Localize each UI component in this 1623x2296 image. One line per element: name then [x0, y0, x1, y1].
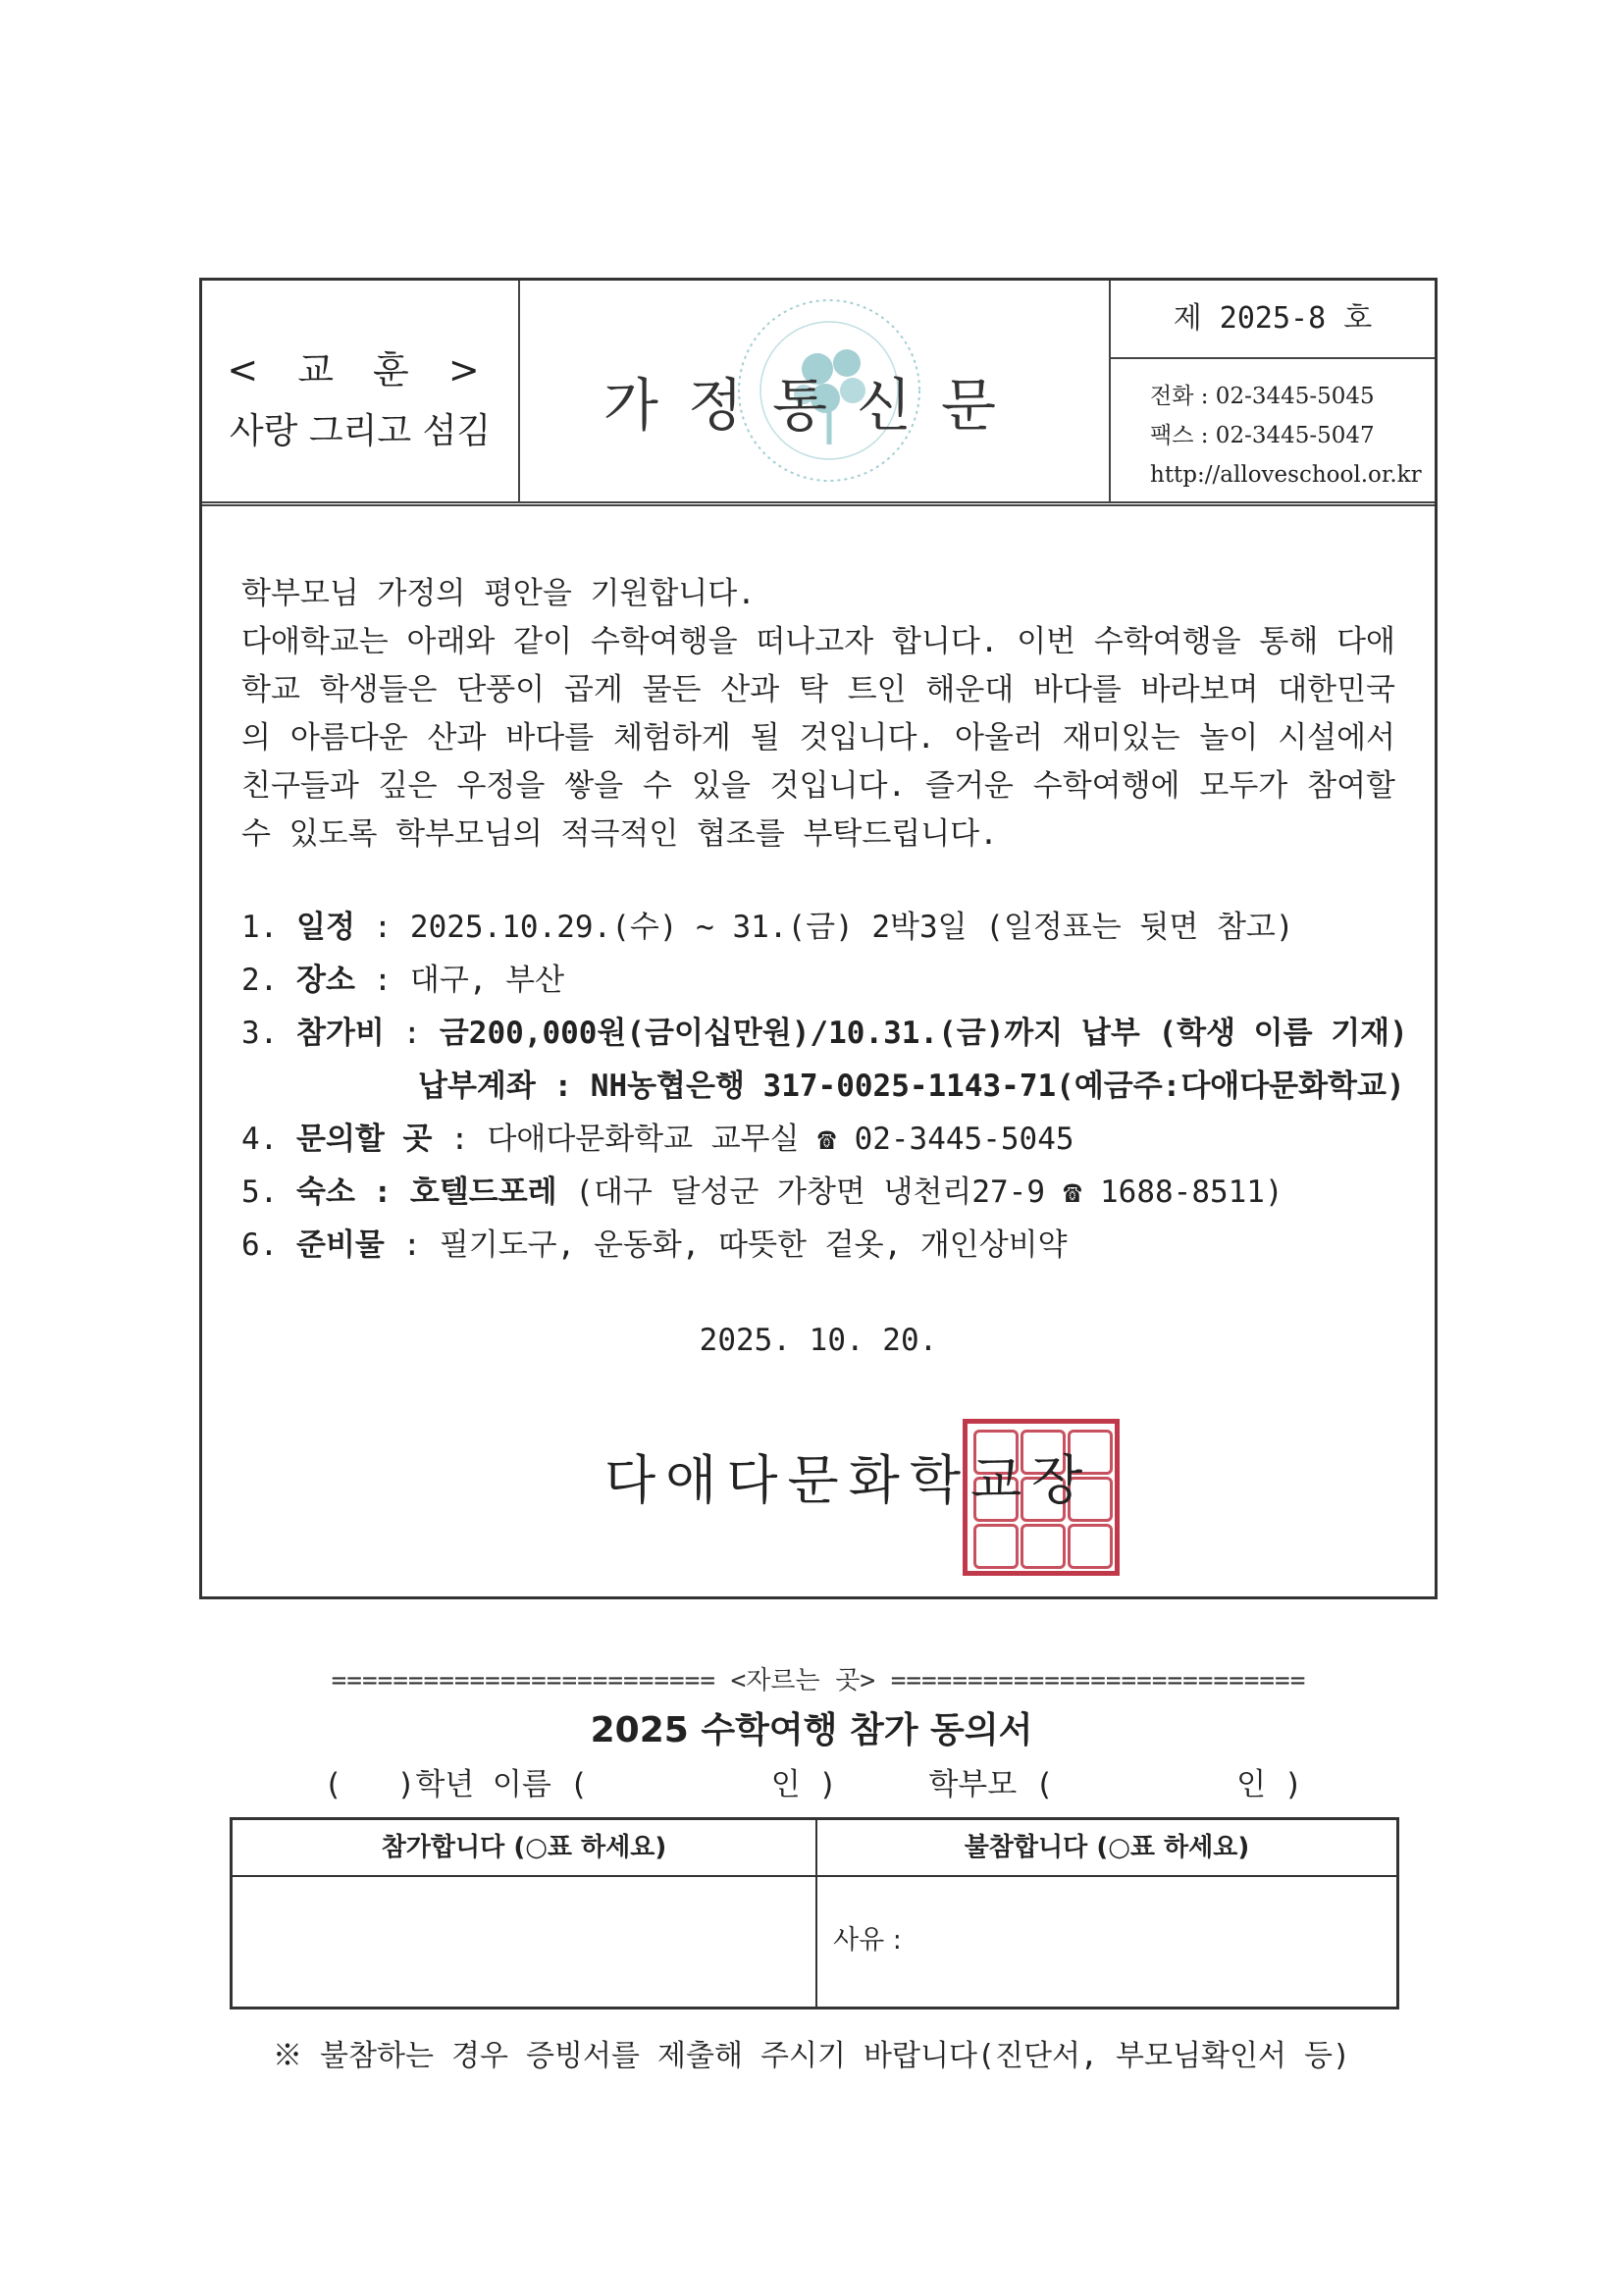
absent-column	[817, 1820, 1396, 2007]
list-item: 4. 문의할 곳 : 다애다문화학교 교무실 ☎ 02-3445-5045	[241, 1122, 1074, 1157]
fax-number: 팩스 : 02-3445-5047	[1150, 423, 1375, 448]
newsletter-frame	[199, 278, 1438, 1599]
payment-account: 납부계좌 : NH농협은행 317-0025-1143-71(예금주:다애다문화학교)	[418, 1069, 1405, 1104]
letter-body	[241, 570, 1395, 859]
newsletter-header	[202, 281, 1435, 506]
signer-name: 다애다문화학교장	[604, 1449, 1093, 1511]
absence-note: ※ 불참하는 경우 증빙서를 제출해 주시기 바랍니다(진단서, 부모님확인서 등)	[272, 2039, 1351, 2073]
attend-header: 참가합니다 (○표 하세요)	[233, 1820, 815, 1877]
trip-details-list	[241, 901, 1408, 1272]
letter-date: 2025. 10. 20.	[699, 1323, 938, 1358]
seal-cell	[973, 1524, 1019, 1569]
list-item: 6. 준비물 : 필기도구, 운동화, 따뜻한 겉옷, 개인상비약	[241, 1227, 1068, 1263]
website-url: http://alloveschool.or.kr	[1150, 462, 1422, 488]
list-item: 2. 장소 : 대구, 부산	[241, 963, 565, 998]
motto-text: 사랑 그리고 섬김	[229, 411, 492, 451]
title-cell	[520, 281, 1111, 501]
school-motto	[202, 281, 520, 501]
phone-number: 전화 : 02-3445-5045	[1150, 384, 1375, 409]
seal-cell	[1068, 1524, 1113, 1569]
reason-label: 사유 :	[833, 1925, 902, 1956]
contact-info	[1150, 377, 1422, 495]
seal-cell	[1021, 1524, 1066, 1569]
list-item: 3. 참가비 : 금200,000원(금이십만원)/10.31.(금)까지 납부 (학생 이름 기재)	[241, 1016, 1408, 1051]
motto-title: < 교 훈 >	[227, 348, 494, 391]
list-item: 5. 숙소 : 호텔드포레 (대구 달성군 가창면 냉천리27-9 ☎ 1688-8511)	[241, 1174, 1283, 1210]
consent-form-title: 2025 수학여행 참가 동의서	[590, 1710, 1033, 1750]
consent-table	[230, 1817, 1399, 2009]
newsletter-title: 가정통신문	[602, 372, 1026, 439]
issue-number: 제 2025-8 호	[1111, 281, 1435, 359]
consent-form-name-line: ( )학년 이름 ( 인 ) 학부모 ( 인 )	[324, 1767, 1303, 1802]
list-item: 1. 일정 : 2025.10.29.(수) ~ 31.(금) 2박3일 (일정표는 뒷면 참고)	[241, 910, 1294, 945]
greeting: 학부모님 가정의 평안을 기원합니다.	[241, 576, 756, 611]
absent-header: 불참합니다 (○표 하세요)	[817, 1820, 1396, 1877]
attend-column	[233, 1820, 817, 2007]
issue-info	[1111, 281, 1435, 501]
intro-paragraph: 다애학교는 아래와 같이 수학여행을 떠나고자 합니다. 이번 수학여행을 통해 다애학교 학생들은 단풍이 곱게 물든 산과 탁 트인 해운대 바다를 바라보며 대한민국의 아름다운 산과 바다를 체험하게 될 것입니다. 아울러 재미있는 놀이 시설에서 친구들과 깊은 우정을 쌓을 수 있을 것입니다. 즐거운 수학여행에 모두가 참여할 수 있도록 학부모님의 적극적인 협조를 부탁드립니다.	[241, 624, 1395, 852]
cut-line: ========================= <자르는 곳> ===========================	[331, 1666, 1306, 1696]
